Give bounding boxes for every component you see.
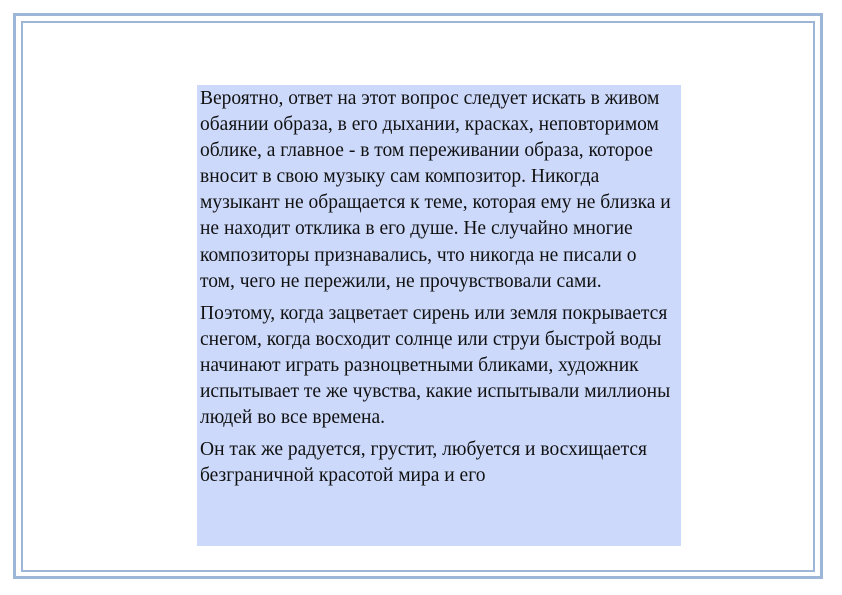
paragraph-3: Он так же радуется, грустит, любуется и восхищается безграничной красотой мира и его [200, 439, 647, 487]
text-box [197, 85, 681, 546]
paragraph-1: Вероятно, ответ на этот вопрос следует искать в живом обаянии образа, в его дыхании, красках, неповторимом облике, а главное - в том переживании образа, которое вносит в свою музыку сам композитор. Никогда музыкант не обращается к теме, которая ему не близка и не находит отклика в его душе. Не случайно многие композиторы признавались, что никогда не писали о том, чего не пережили, не прочувствовали сами. [200, 88, 671, 292]
paragraph-2: Поэтому, когда зацветает сирень или земля покрывается снегом, когда восходит солнце или струи быстрой воды начинают играть разноцветными бликами, художник испытывает те же чувства, какие испытывали миллионы людей во все времена. [200, 302, 671, 429]
